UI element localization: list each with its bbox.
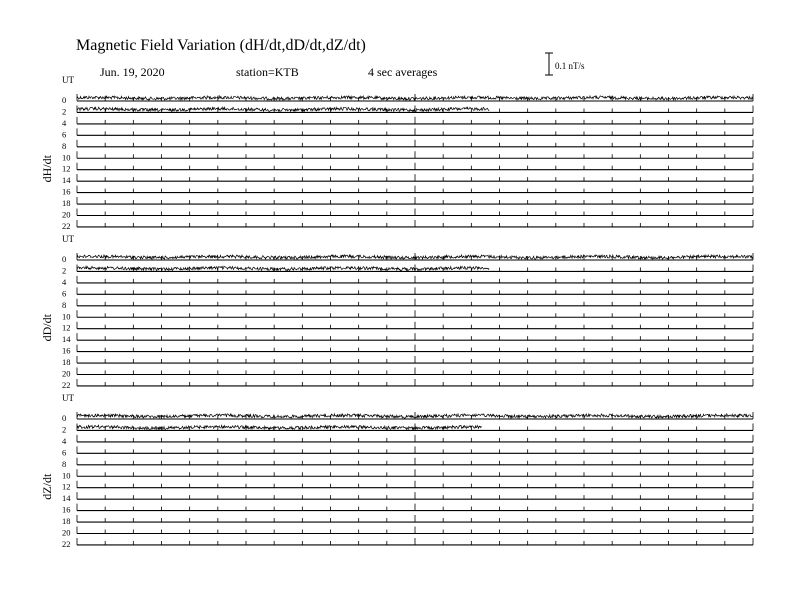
panel-dH-dt xyxy=(40,75,753,231)
row-label: 6 xyxy=(62,288,67,299)
panel-dZ-dt xyxy=(40,393,753,549)
row-label: 6 xyxy=(62,129,67,140)
y-axis-label: dH/dt xyxy=(40,155,54,183)
row-label: 22 xyxy=(62,538,71,549)
row-label: 8 xyxy=(62,458,67,469)
station-label: station=KTB xyxy=(236,65,299,79)
ut-label: UT xyxy=(62,75,74,85)
y-axis-label: dZ/dt xyxy=(40,473,54,500)
row-label: 4 xyxy=(62,117,67,128)
row-label: 18 xyxy=(62,516,71,527)
row-label: 18 xyxy=(62,198,71,209)
row-label: 10 xyxy=(62,470,71,481)
row-label: 2 xyxy=(62,265,67,276)
row-label: 12 xyxy=(62,481,71,492)
date-label: Jun. 19, 2020 xyxy=(100,65,165,79)
row-label: 10 xyxy=(62,152,71,163)
ut-label: UT xyxy=(62,393,74,403)
series-line xyxy=(77,425,482,429)
row-label: 4 xyxy=(62,276,67,287)
row-label: 14 xyxy=(62,175,71,186)
row-label: 2 xyxy=(62,106,67,117)
chart-title: Magnetic Field Variation (dH/dt,dD/dt,dZ/dt) xyxy=(76,37,366,54)
row-label: 12 xyxy=(62,163,71,174)
row-label: 20 xyxy=(62,368,71,379)
row-label: 14 xyxy=(62,493,71,504)
series-line xyxy=(77,107,489,111)
row-label: 20 xyxy=(62,527,71,538)
series-line xyxy=(77,266,489,270)
row-label: 8 xyxy=(62,299,67,310)
ut-label: UT xyxy=(62,234,74,244)
y-axis-label: dD/dt xyxy=(40,314,54,342)
panel-dD-dt xyxy=(40,234,753,390)
row-label: 16 xyxy=(62,345,71,356)
row-label: 0 xyxy=(62,413,67,423)
row-label: 22 xyxy=(62,220,71,231)
row-label: 20 xyxy=(62,209,71,220)
scale-bar-label: 0.1 nT/s xyxy=(555,61,585,71)
row-label: 12 xyxy=(62,322,71,333)
row-label: 10 xyxy=(62,311,71,322)
scale-bar xyxy=(545,53,553,75)
row-label: 16 xyxy=(62,186,71,197)
row-label: 22 xyxy=(62,379,71,390)
row-label: 16 xyxy=(62,504,71,515)
row-label: 8 xyxy=(62,140,67,151)
row-label: 6 xyxy=(62,447,67,458)
row-label: 4 xyxy=(62,435,67,446)
averaging-label: 4 sec averages xyxy=(368,65,438,79)
row-label: 18 xyxy=(62,357,71,368)
row-label: 14 xyxy=(62,334,71,345)
row-label: 0 xyxy=(62,254,67,264)
row-label: 2 xyxy=(62,424,67,435)
row-label: 0 xyxy=(62,95,67,105)
